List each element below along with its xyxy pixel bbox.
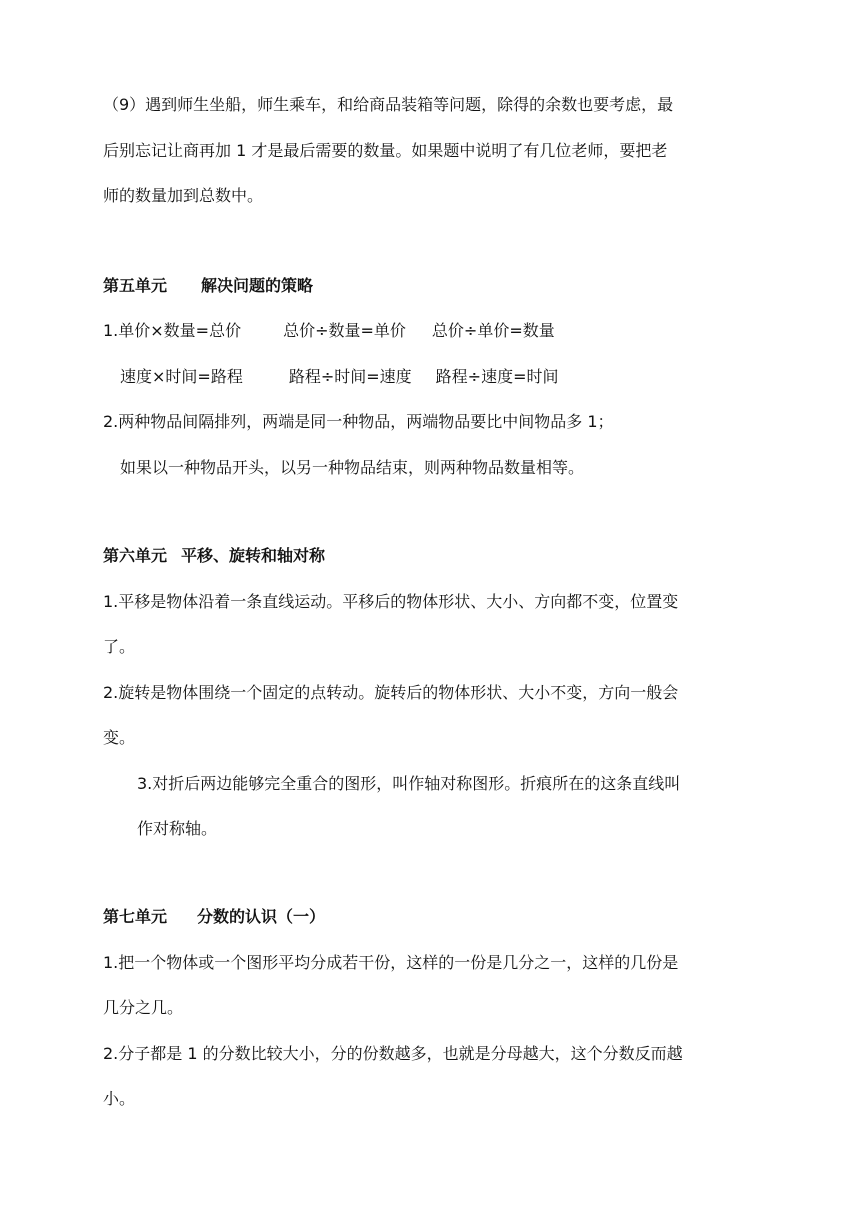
unit6-point-2-line-1: 2.旋转是物体围绕一个固定的点转动。旋转后的物体形状、大小不变，方向一般会 [103, 683, 679, 702]
unit5-heading [103, 275, 313, 297]
unit5-point-2-line-1: 2.两种物品间隔排列，两端是同一种物品，两端物品要比中间物品多 1； [103, 412, 614, 431]
unit5-formula-row-1 [103, 320, 555, 342]
intro-line-2: 后别忘记让商再加 1 才是最后需要的数量。如果题中说明了有几位老师，要把老 [103, 141, 668, 160]
unit7-point-1-line-2: 几分之几。 [103, 998, 184, 1017]
unit7-point-1-line-1: 1.把一个物体或一个图形平均分成若干份，这样的一份是几分之一，这样的几份是 [103, 953, 679, 972]
unit7-heading [103, 906, 325, 928]
unit5-formula-5: 路程÷时间=速度 [288, 367, 412, 386]
intro-line-3: 师的数量加到总数中。 [103, 186, 264, 205]
intro-line-1: （9）遇到师生坐船，师生乘车，和给商品装箱等问题，除得的余数也要考虑，最 [103, 95, 674, 114]
unit5-formula-1: 1.单价×数量=总价 [103, 321, 242, 340]
unit6-point-1-line-2: 了。 [103, 637, 136, 656]
unit5-formula-3: 总价÷单价=数量 [431, 321, 555, 340]
unit6-point-1-line-1: 1.平移是物体沿着一条直线运动。平移后的物体形状、大小、方向都不变，位置变 [103, 592, 679, 611]
unit6-point-3-line-1: 3.对折后两边能够完全重合的图形，叫作轴对称图形。折痕所在的这条直线叫 [137, 774, 681, 793]
unit7-title-topic: 分数的认识（一） [197, 907, 326, 926]
unit5-formula-6: 路程÷速度=时间 [435, 367, 559, 386]
unit5-formula-row-2 [120, 366, 558, 388]
unit6-point-2-line-2: 变。 [103, 728, 136, 747]
unit7-point-2-line-2: 小。 [103, 1089, 136, 1108]
unit5-title-topic: 解决问题的策略 [201, 276, 314, 295]
unit6-title-topic: 平移、旋转和轴对称 [181, 546, 326, 565]
unit5-point-2-line-2: 如果以一种物品开头，以另一种物品结束，则两种物品数量相等。 [120, 458, 585, 477]
unit6-title-unit: 第六单元 [103, 546, 168, 565]
unit7-point-2-line-1: 2.分子都是 1 的分数比较大小，分的份数越多，也就是分母越大，这个分数反而越 [103, 1044, 683, 1063]
unit6-point-3-line-2: 作对称轴。 [137, 819, 218, 838]
unit5-formula-2: 总价÷数量=单价 [283, 321, 406, 340]
unit7-title-unit: 第七单元 [103, 907, 168, 926]
unit5-formula-4: 速度×时间=路程 [120, 367, 243, 386]
unit6-heading [103, 545, 325, 567]
unit5-title-unit: 第五单元 [103, 276, 168, 295]
